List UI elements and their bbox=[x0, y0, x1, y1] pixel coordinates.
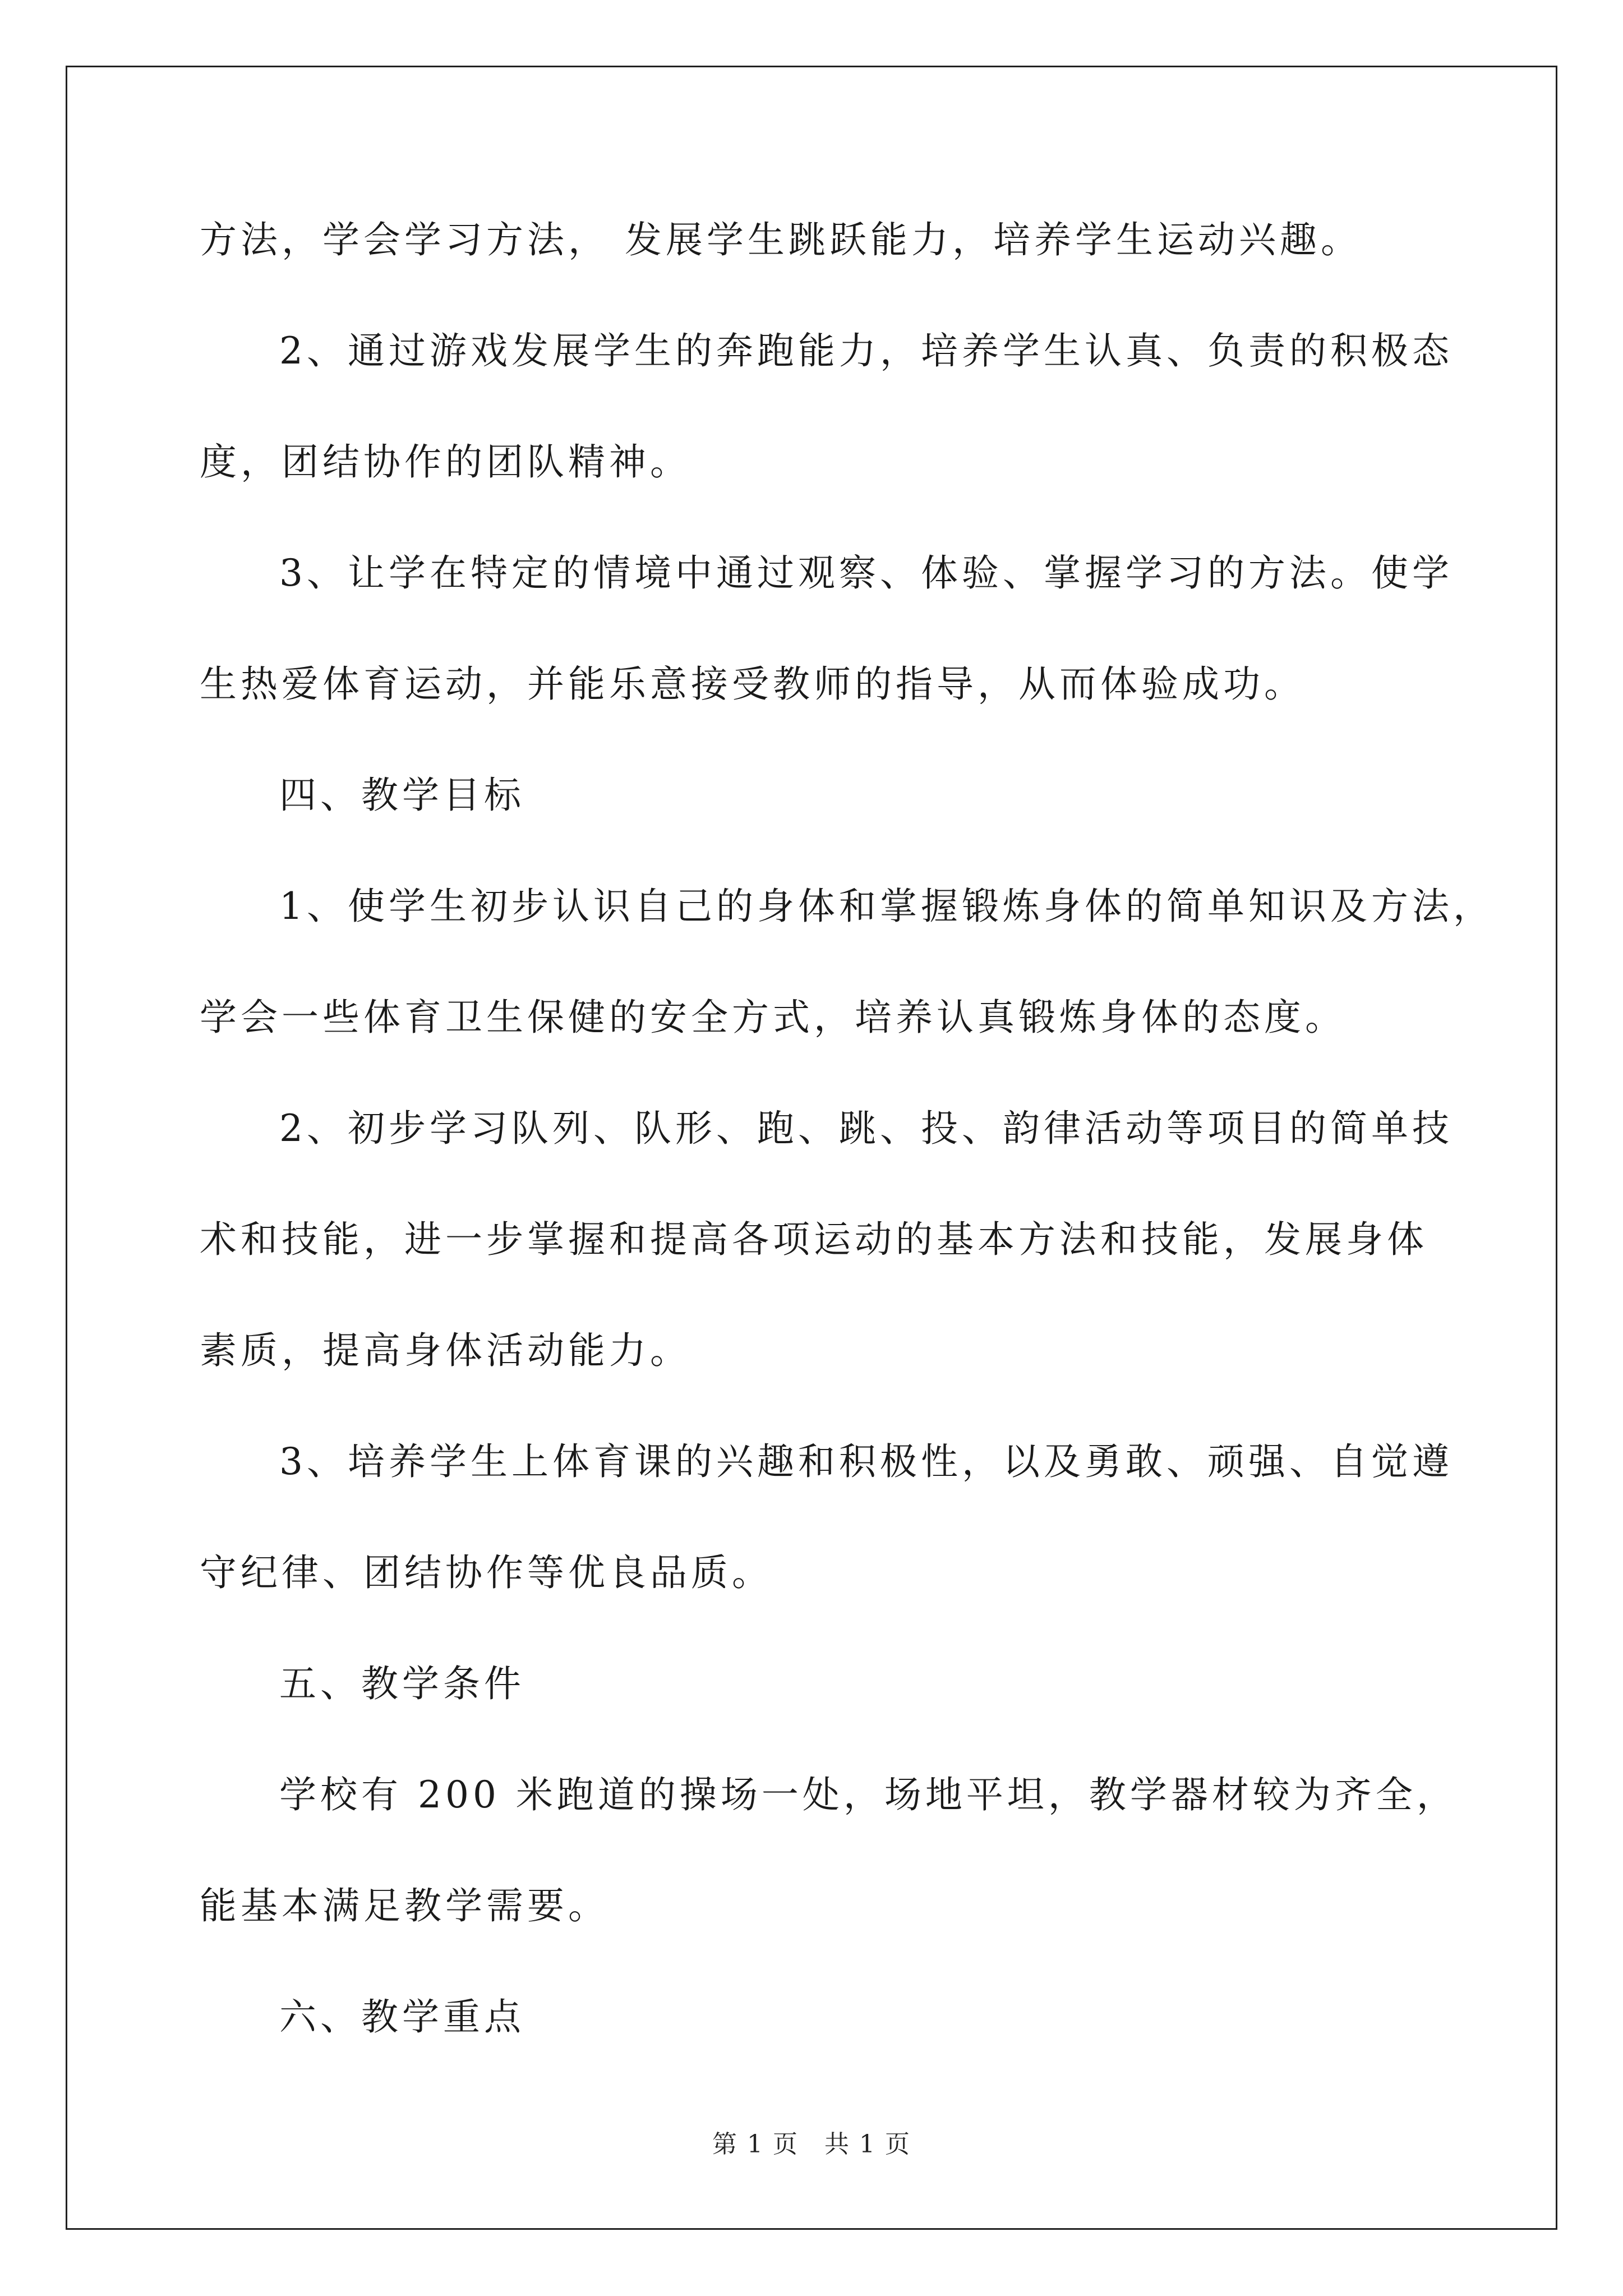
section-heading: 六、教学重点 bbox=[279, 1995, 525, 2039]
section-heading: 五、教学条件 bbox=[279, 1662, 525, 1705]
text-line: 2、初步学习队列、队形、跑、跳、投、韵律活动等项目的简单技 bbox=[279, 1107, 1453, 1150]
text-line: 度，团结协作的团队精神。 bbox=[200, 440, 691, 484]
text-line: 守纪律、团结协作等优良品质。 bbox=[200, 1551, 773, 1594]
text-line: 生热爱体育运动，并能乐意接受教师的指导，从而体验成功。 bbox=[200, 662, 1305, 706]
text-line: 3、培养学生上体育课的兴趣和积极性，以及勇敢、顽强、自觉遵 bbox=[279, 1440, 1453, 1483]
text-line: 2、通过游戏发展学生的奔跑能力，培养学生认真、负责的积极态 bbox=[279, 329, 1453, 372]
text-line: 术和技能，进一步掌握和提高各项运动的基本方法和技能，发展身体 bbox=[200, 1218, 1428, 1261]
text-line: 方法，学会学习方法， 发展学生跳跃能力，培养学生运动兴趣。 bbox=[200, 218, 1362, 261]
text-line: 1、使学生初步认识自己的身体和掌握锻炼身体的简单知识及方法， bbox=[279, 885, 1494, 928]
text-line: 素质，提高身体活动能力。 bbox=[200, 1329, 691, 1372]
text-line: 能基本满足教学需要。 bbox=[200, 1884, 609, 1927]
page-footer: 第 1 页 共 1 页 bbox=[712, 2130, 911, 2159]
text-line: 学会一些体育卫生保健的安全方式，培养认真锻炼身体的态度。 bbox=[200, 996, 1346, 1039]
text-line: 学校有 200 米跑道的操场一处，场地平坦，教学器材较为齐全， bbox=[279, 1773, 1458, 1816]
text-line: 3、让学在特定的情境中通过观察、体验、掌握学习的方法。使学 bbox=[279, 551, 1453, 595]
section-heading: 四、教学目标 bbox=[279, 774, 525, 817]
